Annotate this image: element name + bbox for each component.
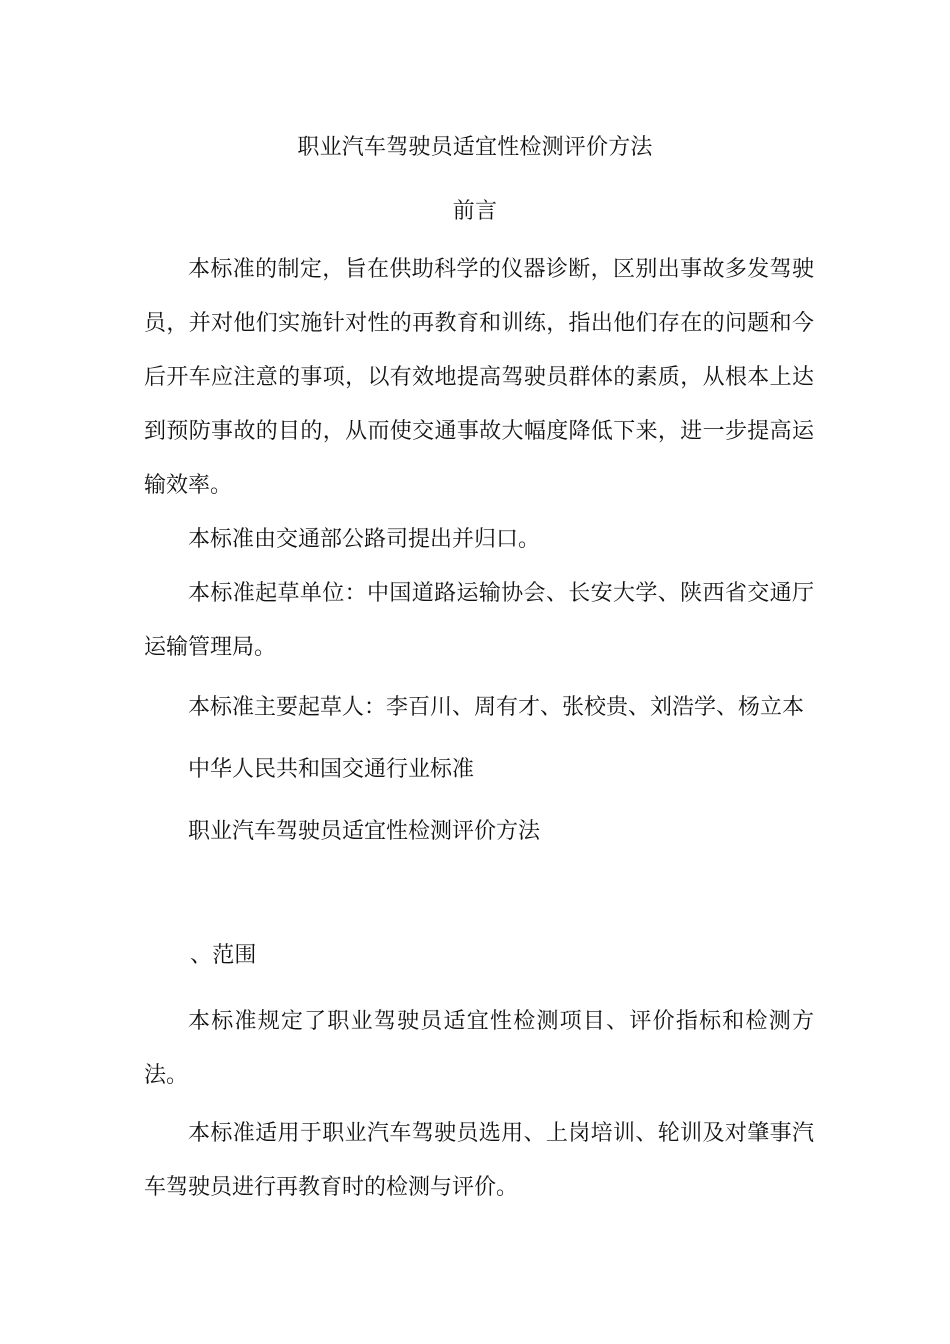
preface-paragraph-drafting-units: 本标准起草单位：中国道路运输协会、长安大学、陕西省交通厅运输管理局。 — [144, 581, 814, 660]
preface-paragraph-proposer: 本标准由交通部公路司提出并归口。 — [188, 527, 541, 552]
preface-paragraph-purpose: 本标准的制定，旨在供助科学的仪器诊断，区别出事故多发驾驶员，并对他们实施针对性的再教育和训练，指出他们存在的问题和今后开车应注意的事项，以有效地提高驾驶员群体的素质，从根本上达到预防事故的目的，从而使交通事故大幅度降低下来，进一步提高运输效率。 — [144, 257, 814, 498]
standard-title-line: 职业汽车驾驶员适宜性检测评价方法 — [188, 819, 541, 844]
scope-paragraph-application: 本标准适用于职业汽车驾驶员选用、上岗培训、轮训及对肇事汽车驾驶员进行再教育时的检测与评价。 — [144, 1121, 814, 1200]
section-heading-scope: 、范围 — [190, 943, 257, 968]
scope-paragraph-content: 本标准规定了职业驾驶员适宜性检测项目、评价指标和检测方法。 — [144, 1009, 814, 1088]
standard-category-line: 中华人民共和国交通行业标准 — [188, 757, 475, 782]
preface-heading: 前言 — [452, 199, 498, 224]
preface-paragraph-drafters: 本标准主要起草人：李百川、周有才、张校贵、刘浩学、杨立本 — [188, 695, 805, 720]
document-title: 职业汽车驾驶员适宜性检测评价方法 — [297, 135, 653, 160]
